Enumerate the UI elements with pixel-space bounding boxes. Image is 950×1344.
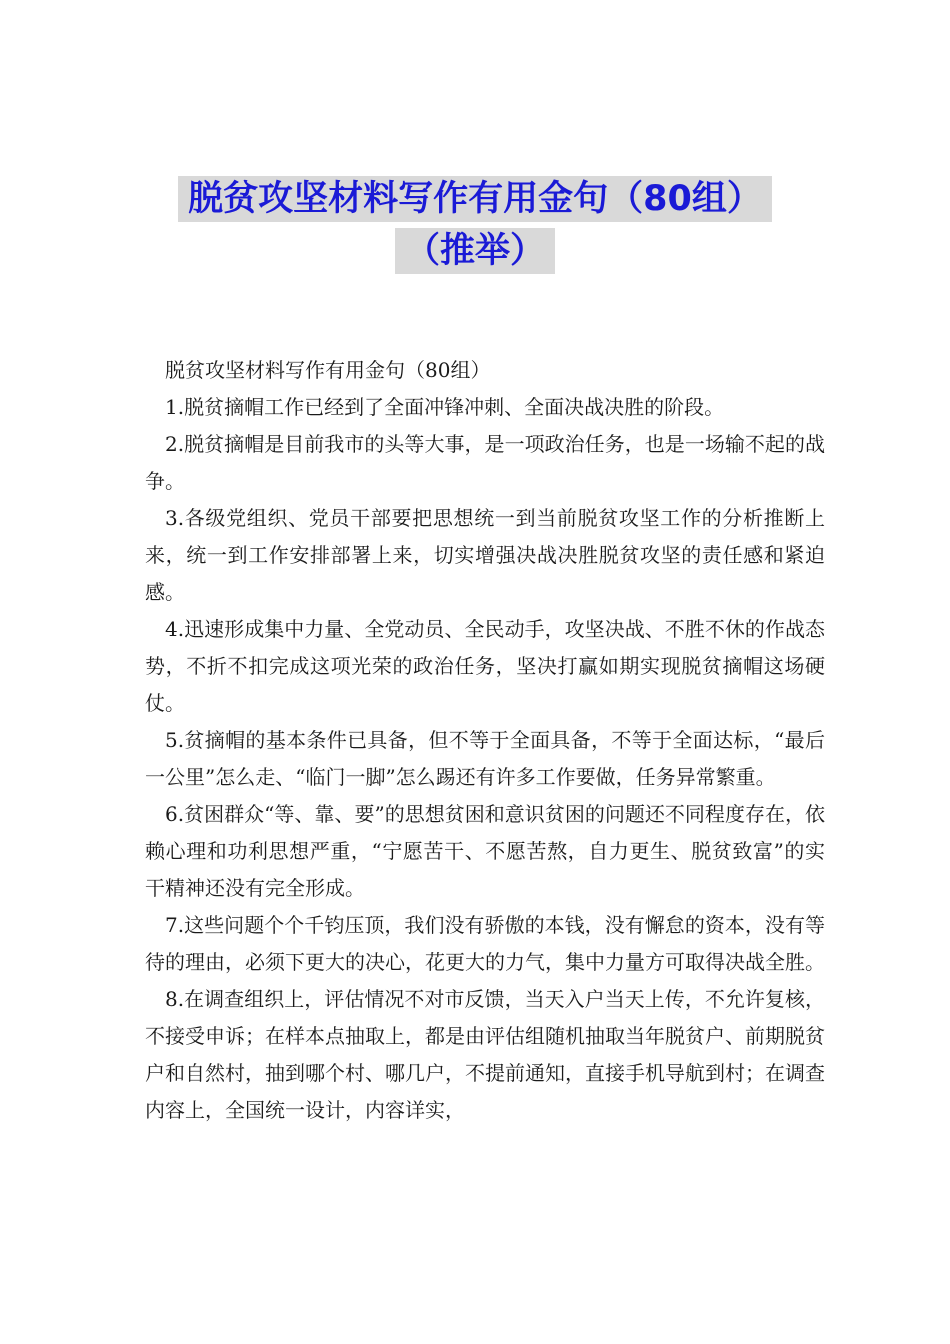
paragraph-7: 7.这些问题个个千钧压顶，我们没有骄傲的本钱，没有懈怠的资本，没有等待的理由，必须下更大的决心，花更大的力气，集中力量方可取得决战全胜。 — [145, 913, 825, 974]
paragraph-5: 5.贫摘帽的基本条件已具备，但不等于全面具备，不等于全面达标，“最后一公里”怎么走、“临门一脚”怎么踢还有许多工作要做，任务异常繁重。 — [145, 728, 825, 789]
document-title — [0, 176, 950, 274]
paragraph-2: 2.脱贫摘帽是目前我市的头等大事，是一项政治任务，也是一场输不起的战争。 — [145, 432, 825, 493]
title-line-1: 脱贫攻坚材料写作有用金句（80组） — [178, 176, 772, 222]
paragraph-1: 1.脱贫摘帽工作已经到了全面冲锋冲刺、全面决战决胜的阶段。 — [165, 395, 725, 419]
paragraph-3: 3.各级党组织、党员干部要把思想统一到当前脱贫攻坚工作的分析推断上来，统一到工作安排部署上来，切实增强决战决胜脱贫攻坚的责任感和紧迫感。 — [145, 506, 825, 604]
subtitle-paragraph: 脱贫攻坚材料写作有用金句（80组） — [165, 358, 491, 382]
paragraph-4: 4.迅速形成集中力量、全党动员、全民动手，攻坚决战、不胜不休的作战态势，不折不扣完成这项光荣的政治任务，坚决打赢如期实现脱贫摘帽这场硬仗。 — [145, 617, 825, 715]
paragraph-6: 6.贫困群众“等、靠、要”的思想贫困和意识贫困的问题还不同程度存在，依赖心理和功利思想严重，“宁愿苦干、不愿苦熬，自力更生、脱贫致富”的实干精神还没有完全形成。 — [145, 802, 825, 900]
paragraph-8: 8.在调查组织上，评估情况不对市反馈，当天入户当天上传，不允许复核，不接受申诉；在样本点抽取上，都是由评估组随机抽取当年脱贫户、前期脱贫户和自然村，抽到哪个村、哪几户，不提前通知，直接手机导航到村；在调查内容上，全国统一设计，内容详实， — [145, 987, 825, 1122]
document-body — [145, 352, 825, 1129]
title-line-2: （推举） — [395, 228, 555, 274]
